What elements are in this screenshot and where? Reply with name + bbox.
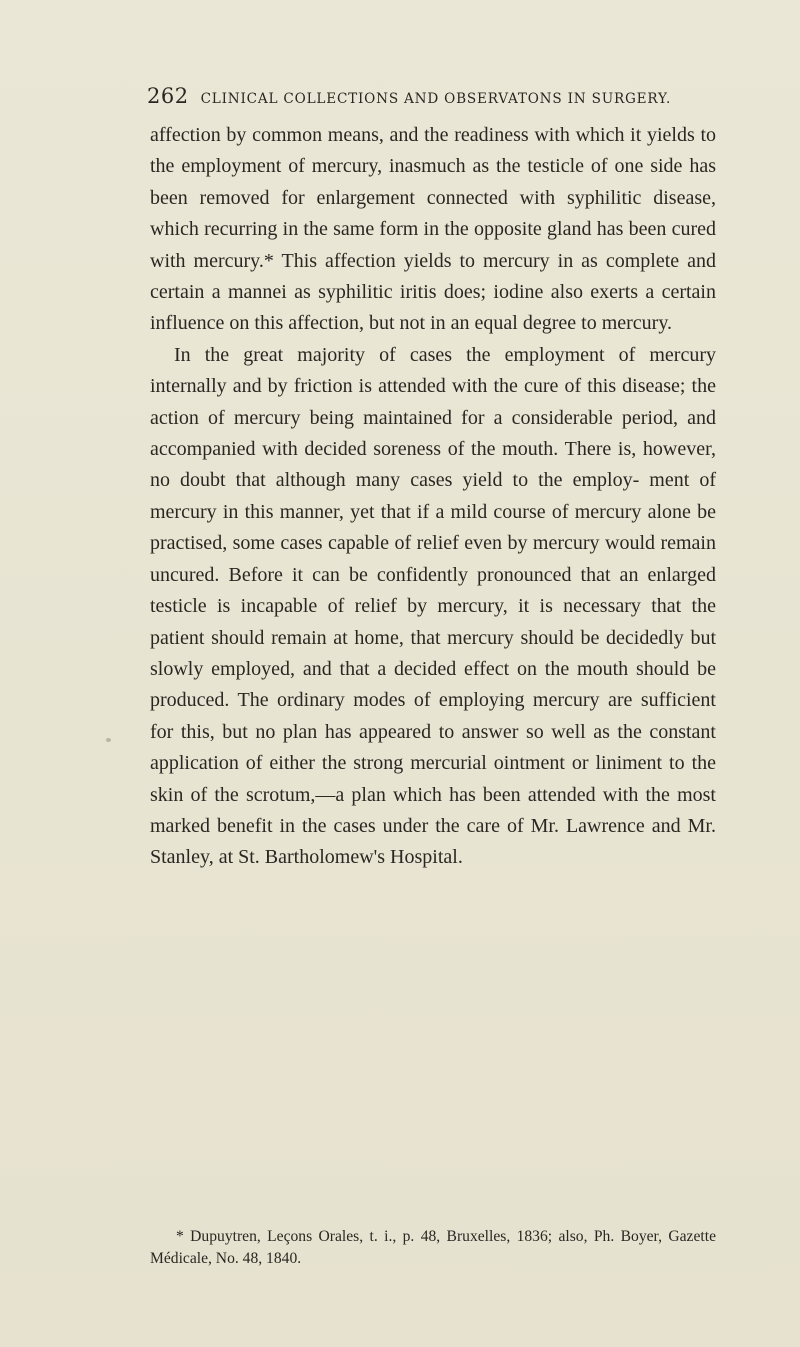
paragraph-mercury-treatment: In the great majority of cases the employment of mercury internally and by friction is attended with the cure of this disease; the action of mercury being maintained for a considerable period, and accompanied with decided soreness of the mouth. There is, however, no doubt that although many cases yield to the employ- ment of mercury in this manner, yet that if a mild course of mercury alone be practised, some cases capable of relief even by mercury would remain uncured. Before it can be confidently pronounced that an enlarged testicle is incapable of relief by mercury, it is necessary that the patient should remain at home, that mercury should be decidedly but slowly employed, and that a decided effect on the mouth should be produced. The ordinary modes of employing mercury are sufficient for this, but no plan has appeared to answer so well as the constant application of either the strong mercurial ointment or liniment to the skin of the scrotum,—a plan which has been attended with the most marked benefit in the cases under the care of Mr. Lawrence and Mr. Stanley, at St. Bartholomew's Hospital.: [150, 343, 716, 869]
page-number: 262: [147, 84, 189, 108]
running-head: [147, 84, 747, 108]
paragraph-continuation: affection by common means, and the readiness with which it yields to the employment of mercury, inasmuch as the testicle of one side has been removed for enlargement connected with syphilitic disease, which recurring in the same form in the opposite gland has been cured with mercury.* This affection yields to mercury in as complete and certain a mannei as syphilitic iritis does; iodine also exerts a certain influence on this affection, but not in an equal degree to mercury.: [150, 124, 716, 335]
body-text: [150, 120, 716, 874]
footnote: * Dupuytren, Leçons Orales, t. i., p. 48, Bruxelles, 1836; also, Ph. Boyer, Gazette Médicale, No. 48, 1840.: [150, 1228, 716, 1267]
ink-speck: [106, 738, 111, 742]
running-title: CLINICAL COLLECTIONS AND OBSERVATONS IN SURGERY.: [200, 91, 672, 107]
